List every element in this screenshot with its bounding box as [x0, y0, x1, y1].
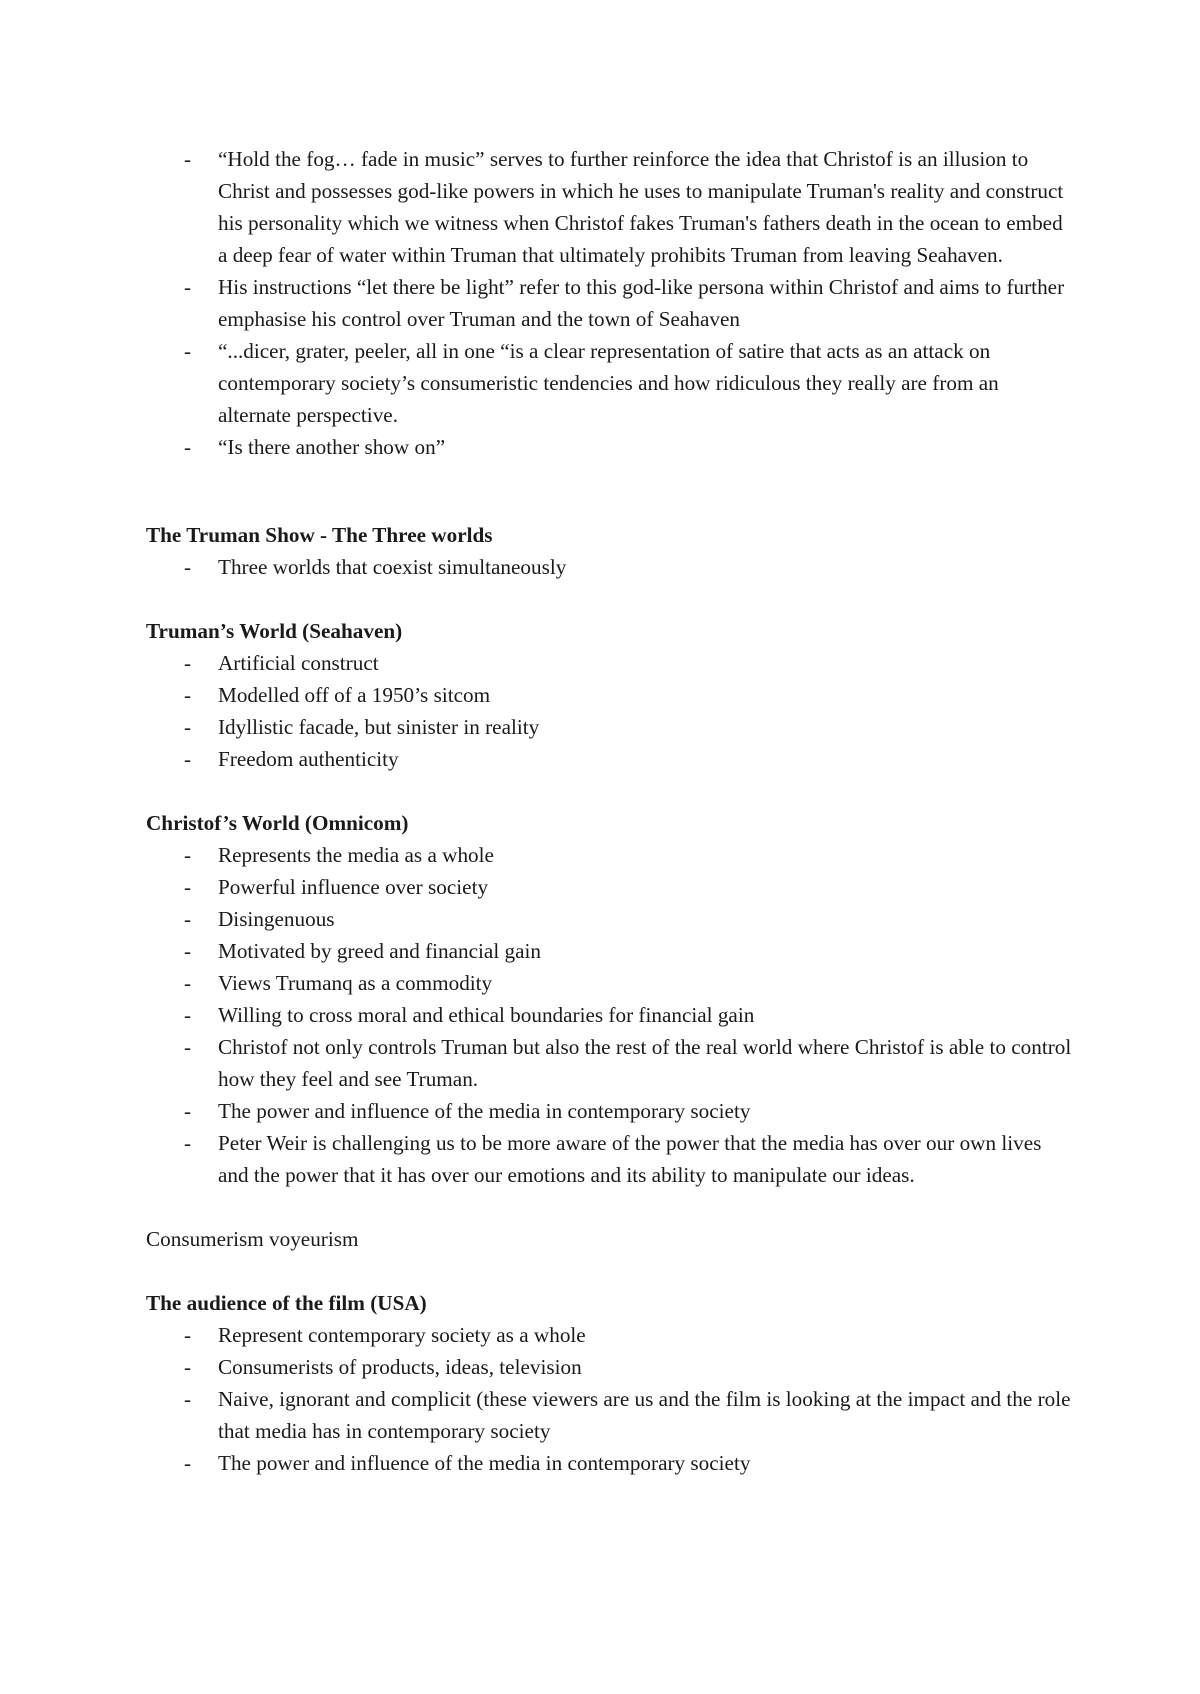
- list-item-text: “Is there another show on”: [218, 435, 446, 459]
- bullet-dash: -: [184, 1131, 192, 1155]
- bullet-dash: -: [184, 875, 192, 899]
- bullet-dash: -: [184, 1323, 192, 1347]
- list-item: [146, 143, 1076, 271]
- list-item: [146, 839, 1076, 871]
- list-item: [146, 1095, 1076, 1127]
- bullet-dash: -: [184, 843, 192, 867]
- bullet-dash: -: [184, 1099, 192, 1123]
- list-item: [146, 335, 1076, 431]
- list-item: [146, 935, 1076, 967]
- bullet-dash: -: [184, 939, 192, 963]
- list-item: [146, 903, 1076, 935]
- list-item: [146, 711, 1076, 743]
- bullet-dash: -: [184, 747, 192, 771]
- list-item: [146, 1127, 1076, 1191]
- bullet-dash: -: [184, 555, 192, 579]
- list-item-text: Three worlds that coexist simultaneously: [218, 555, 567, 579]
- bullet-dash: -: [184, 1355, 192, 1379]
- list-item: [146, 431, 1076, 463]
- document-page: [146, 143, 1076, 1479]
- list-item-text: Consumerists of products, ideas, television: [218, 1355, 582, 1379]
- list-item: [146, 967, 1076, 999]
- bullet-dash: -: [184, 715, 192, 739]
- list-item-text: Freedom authenticity: [218, 747, 399, 771]
- list-item-text: Disingenuous: [218, 907, 335, 931]
- list-item: [146, 743, 1076, 775]
- christofs-world-heading: Christof’s World (Omnicom): [146, 811, 409, 835]
- bullet-dash: -: [184, 1451, 192, 1475]
- christofs-world-list: [146, 839, 1076, 1191]
- list-item-text: “...dicer, grater, peeler, all in one “is a clear representation of satire that acts as an attack on contemporary society’s consumeristic tendencies and how ridiculous they really are from an alternate perspective.: [218, 339, 999, 427]
- bullet-dash: -: [184, 339, 192, 363]
- trumans-world-heading: Truman’s World (Seahaven): [146, 619, 403, 643]
- list-item: [146, 647, 1076, 679]
- three-worlds-list: [146, 551, 1076, 583]
- list-item-text: Christof not only controls Truman but also the rest of the real world where Christof is able to control how they feel and see Truman.: [218, 1035, 1072, 1091]
- list-item-text: The power and influence of the media in contemporary society: [218, 1451, 751, 1475]
- bullet-dash: -: [184, 651, 192, 675]
- bullet-dash: -: [184, 1387, 192, 1411]
- list-item-text: Naive, ignorant and complicit (these viewers are us and the film is looking at the impact and the role that media has in contemporary society: [218, 1387, 1071, 1443]
- list-item: [146, 999, 1076, 1031]
- list-item: [146, 1031, 1076, 1095]
- list-item-text: Represents the media as a whole: [218, 843, 494, 867]
- bullet-dash: -: [184, 1003, 192, 1027]
- audience-list: [146, 1319, 1076, 1479]
- list-item-text: His instructions “let there be light” refer to this god-like persona within Christof and aims to further emphasise his control over Truman and the town of Seahaven: [218, 275, 1065, 331]
- list-item: [146, 1319, 1076, 1351]
- trumans-world-list: [146, 647, 1076, 775]
- list-item: [146, 1351, 1076, 1383]
- consumerism-note: Consumerism voyeurism: [146, 1227, 359, 1251]
- list-item-text: Idyllistic facade, but sinister in reality: [218, 715, 540, 739]
- list-item: [146, 271, 1076, 335]
- bullet-dash: -: [184, 683, 192, 707]
- list-item-text: “Hold the fog… fade in music” serves to further reinforce the idea that Christof is an illusion to Christ and possesses god-like powers in which he uses to manipulate Truman's reality and construct his personality which we witness when Christof fakes Truman's fathers death in the ocean to embed a deep fear of water within Truman that ultimately prohibits Truman from leaving Seahaven.: [218, 147, 1064, 267]
- list-item-text: Peter Weir is challenging us to be more aware of the power that the media has over our own lives and the power that it has over our emotions and its ability to manipulate our ideas.: [218, 1131, 1042, 1187]
- intro-quote-list: [146, 143, 1076, 463]
- list-item-text: The power and influence of the media in contemporary society: [218, 1099, 751, 1123]
- bullet-dash: -: [184, 907, 192, 931]
- bullet-dash: -: [184, 435, 192, 459]
- bullet-dash: -: [184, 971, 192, 995]
- three-worlds-heading: The Truman Show - The Three worlds: [146, 523, 493, 547]
- list-item-text: Willing to cross moral and ethical boundaries for financial gain: [218, 1003, 755, 1027]
- list-item: [146, 1447, 1076, 1479]
- bullet-dash: -: [184, 1035, 192, 1059]
- list-item-text: Motivated by greed and financial gain: [218, 939, 541, 963]
- audience-heading: The audience of the film (USA): [146, 1291, 427, 1315]
- list-item: [146, 1383, 1076, 1447]
- list-item-text: Powerful influence over society: [218, 875, 489, 899]
- list-item: [146, 871, 1076, 903]
- list-item: [146, 679, 1076, 711]
- list-item: [146, 551, 1076, 583]
- bullet-dash: -: [184, 147, 192, 171]
- bullet-dash: -: [184, 275, 192, 299]
- list-item-text: Views Trumanq as a commodity: [218, 971, 493, 995]
- list-item-text: Artificial construct: [218, 651, 379, 675]
- list-item-text: Represent contemporary society as a whole: [218, 1323, 586, 1347]
- list-item-text: Modelled off of a 1950’s sitcom: [218, 683, 491, 707]
